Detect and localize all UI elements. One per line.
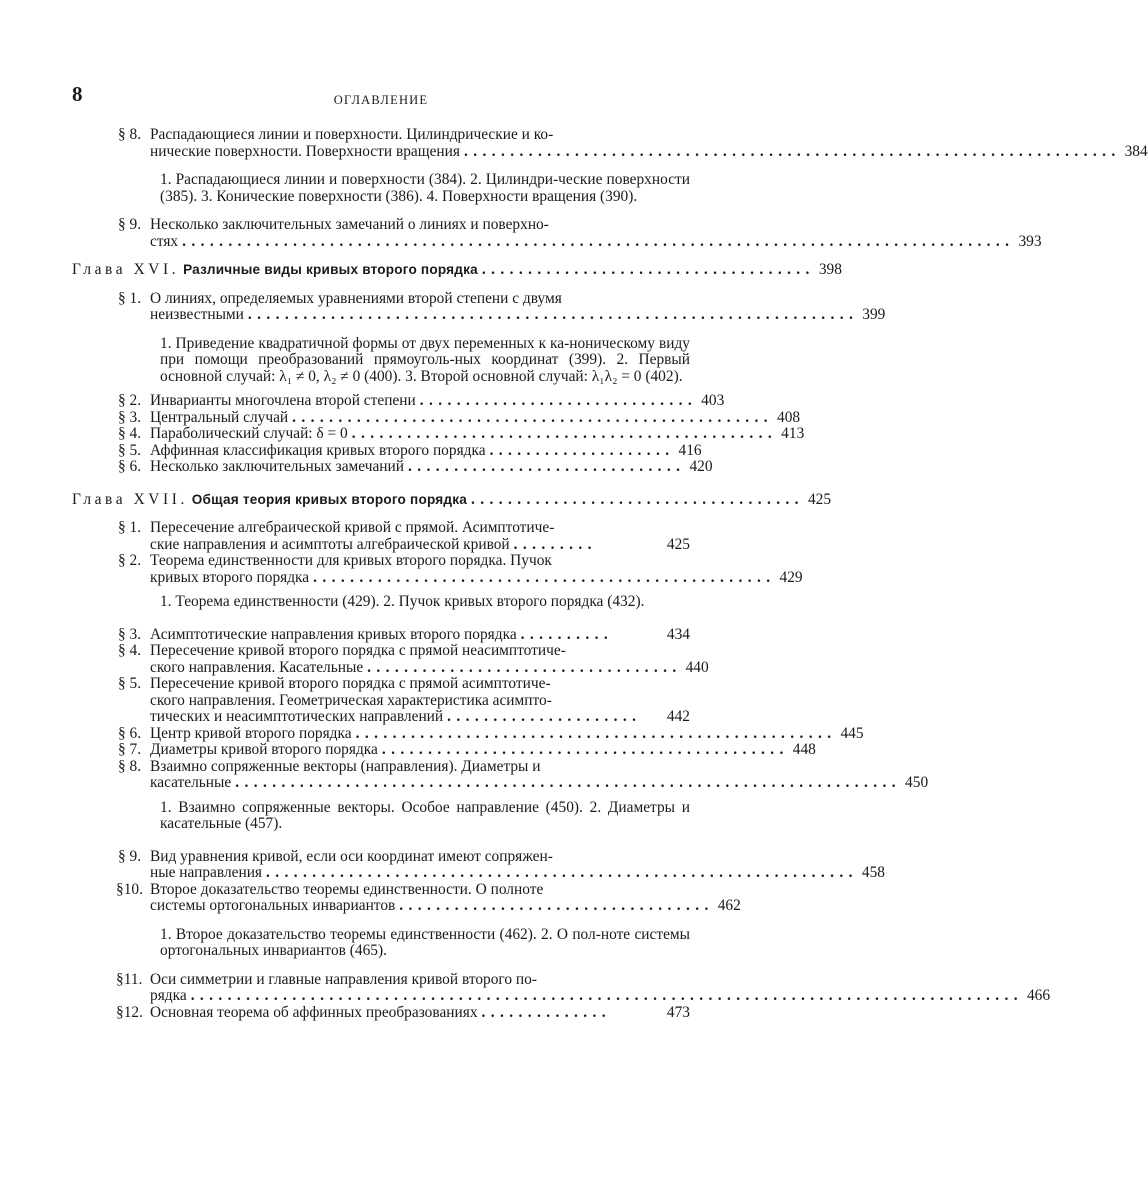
toc-entry-ch17-sec2[interactable] bbox=[72, 552, 803, 586]
leader-dots: .................................. bbox=[367, 658, 682, 676]
section-title-line: Второе доказательство теоремы единственности. О полноте bbox=[150, 880, 544, 898]
section-title: Несколько заключительных замечаний bbox=[150, 458, 404, 475]
page-ref: 450 bbox=[905, 774, 929, 791]
section-number: § 6. bbox=[118, 724, 142, 742]
section-title-line: касательные bbox=[150, 774, 232, 791]
toc-entry-ch17-sec11[interactable] bbox=[72, 970, 1051, 1005]
leader-dots: .................................................................. bbox=[247, 306, 859, 323]
section-title-line: Пересечение кривой второго порядка с прямой неасимптотиче- bbox=[150, 642, 566, 659]
page-ref: 462 bbox=[717, 897, 741, 914]
leader-dots: .................................................... bbox=[355, 724, 837, 742]
section-number: § 1. bbox=[118, 519, 142, 536]
chapter-label: Глава XVII. bbox=[72, 490, 188, 508]
toc-entry-ch16-sec1[interactable] bbox=[72, 289, 886, 324]
section-number: § 2. bbox=[118, 552, 142, 569]
section-title-line: ные направления bbox=[150, 864, 263, 881]
page-ref: 403 bbox=[701, 392, 725, 409]
section-title-line: системы ортогональных инвариантов bbox=[150, 897, 396, 914]
section-number: §10. bbox=[116, 880, 143, 898]
toc-entry-ch17-sec10[interactable] bbox=[72, 880, 741, 915]
section-number: § 8. bbox=[118, 126, 142, 143]
toc-entry-ch17-sec1[interactable] bbox=[72, 520, 690, 553]
page-ref: 384 bbox=[1124, 142, 1148, 160]
toc-entry-ch16-sec4[interactable] bbox=[72, 425, 805, 443]
toc-entry-ch17-sec5[interactable] bbox=[72, 676, 690, 726]
toc-chapter-17[interactable] bbox=[72, 490, 832, 509]
toc-entry-ch15-sec9[interactable] bbox=[72, 216, 1042, 250]
section-title: Центр кривой второго порядка bbox=[150, 724, 352, 742]
section-title-line: неизвестными bbox=[150, 306, 244, 323]
section-number: § 8. bbox=[118, 757, 142, 775]
section-number: § 1. bbox=[118, 289, 142, 307]
leader-dots: .................................................. bbox=[313, 568, 776, 586]
leader-dots: .................................... bbox=[471, 490, 804, 508]
toc-entry-ch17-sec9[interactable] bbox=[72, 847, 885, 882]
page-ref: 416 bbox=[678, 441, 702, 459]
section-title-line: нические поверхности. Поверхности вращения bbox=[150, 142, 460, 160]
leader-dots: ......... bbox=[513, 535, 597, 553]
subsection-list: 1. Теорема единственности (429). 2. Пучок кривых второго порядка (432). bbox=[160, 593, 645, 610]
toc-entry-ch15-sec8[interactable] bbox=[72, 126, 1148, 160]
section-title: Инварианты многочлена второй степени bbox=[150, 392, 416, 409]
section-number: § 5. bbox=[118, 675, 142, 692]
page-ref: 398 bbox=[818, 261, 842, 278]
page-ref: 448 bbox=[792, 741, 816, 758]
page-ref: 434 bbox=[666, 625, 690, 643]
page-ref: 425 bbox=[666, 535, 690, 553]
section-number: § 3. bbox=[118, 625, 142, 643]
section-title-line: кривых второго порядка bbox=[150, 568, 310, 586]
page-ref: 399 bbox=[862, 306, 886, 323]
chapter-label: Глава XVI. bbox=[72, 261, 180, 278]
leader-dots: .......... bbox=[520, 625, 614, 643]
section-number: § 9. bbox=[118, 216, 142, 233]
toc-entry-ch17-sec6[interactable] bbox=[72, 724, 864, 743]
page-ref: 473 bbox=[666, 1003, 690, 1021]
leader-dots: .............. bbox=[481, 1003, 611, 1021]
page-ref: 429 bbox=[779, 568, 803, 586]
section-title: Асимптотические направления кривых второго порядка bbox=[150, 625, 517, 643]
section-title-line: Пересечение алгебраической кривой с прямой. Асимптотиче- bbox=[150, 519, 555, 536]
section-number: §11. bbox=[116, 970, 143, 988]
toc-chapter-16[interactable] bbox=[72, 261, 842, 279]
section-title-line: Несколько заключительных замечаний о линиях и поверхно- bbox=[150, 216, 549, 233]
toc-entry-ch16-sec6[interactable] bbox=[72, 458, 713, 476]
section-title-line: Взаимно сопряженные векторы (направления). Диаметры и bbox=[150, 757, 541, 775]
toc-entry-ch17-sec8[interactable] bbox=[72, 757, 929, 792]
page-ref: 393 bbox=[1018, 232, 1042, 250]
leader-dots: ................................................................ bbox=[266, 864, 858, 881]
running-head: ОГЛАВЛЕНИЕ bbox=[333, 93, 429, 107]
page-ref: 420 bbox=[689, 458, 713, 475]
leader-dots: ............................................ bbox=[381, 741, 789, 758]
chapter-title: Различные виды кривых второго порядка bbox=[183, 262, 478, 277]
page-ref: 408 bbox=[777, 408, 801, 426]
section-number: § 2. bbox=[118, 392, 142, 409]
toc-entry-ch17-sec7[interactable] bbox=[72, 741, 816, 759]
page-header bbox=[72, 82, 690, 110]
subsection-list: 1. Взаимно сопряженные векторы. Особое направление (450). 2. Диаметры и касательные (457). bbox=[160, 798, 690, 832]
toc-entry-ch16-sec5[interactable] bbox=[72, 441, 702, 460]
leader-dots: .............................. bbox=[408, 458, 686, 475]
section-number: § 7. bbox=[118, 741, 142, 758]
section-title-line: О линиях, определяемых уравнениями второй степени с двумя bbox=[150, 289, 562, 307]
section-number: § 6. bbox=[118, 458, 142, 475]
chapter-title: Общая теория кривых второго порядка bbox=[191, 491, 468, 507]
leader-dots: ........................................................................ bbox=[235, 774, 902, 791]
subsection-list: 1. Распадающиеся линии и поверхности (384). 2. Цилиндри-ческие поверхности (385). 3. Конические поверхности (386). 4. Поверхности вращения (390). bbox=[160, 171, 690, 205]
toc-entry-ch17-sec3[interactable] bbox=[72, 627, 690, 644]
page-number: 8 bbox=[72, 82, 83, 106]
leader-dots: .............................................. bbox=[351, 425, 778, 442]
section-number: § 4. bbox=[118, 642, 142, 659]
section-number: § 4. bbox=[118, 425, 142, 442]
section-title-line: Распадающиеся линии и поверхности. Цилиндрические и ко- bbox=[150, 126, 554, 143]
section-title-line: Теорема единственности для кривых второго порядка. Пучок bbox=[150, 552, 552, 569]
section-title: Центральный случай bbox=[150, 408, 289, 426]
leader-dots: .................................. bbox=[399, 897, 714, 914]
leader-dots: .................................... bbox=[481, 261, 815, 278]
section-number: §12. bbox=[116, 1003, 143, 1021]
page-ref: 413 bbox=[781, 425, 805, 442]
leader-dots: .......................................................................................... bbox=[182, 232, 1015, 250]
leader-dots: .................................................... bbox=[292, 408, 774, 426]
toc-entry-ch17-sec4[interactable] bbox=[72, 642, 709, 676]
page-ref: 425 bbox=[807, 490, 832, 508]
leader-dots: ..................... bbox=[447, 708, 642, 725]
table-of-contents bbox=[72, 126, 1148, 1021]
section-number: § 9. bbox=[118, 847, 142, 865]
section-number: § 3. bbox=[118, 408, 142, 426]
section-number: § 5. bbox=[118, 441, 142, 459]
toc-entry-ch17-sec12[interactable] bbox=[72, 1005, 690, 1022]
section-title-line: ские направления и асимптоты алгебраической кривой bbox=[150, 535, 510, 553]
subsection-list: 1. Приведение квадратичной формы от двух переменных к ка-ноническому виду при помощи преобразований прямоуголь-ных координат (399). 2. Первый основной случай: λ₁ ≠ 0, λ₂ ≠ 0 (400). 3. Второй основной случай: λ₁λ₂ = 0 (402). bbox=[160, 334, 690, 385]
leader-dots: ....................................................................... bbox=[463, 142, 1121, 160]
section-title-line: стях bbox=[150, 232, 179, 250]
section-title-line: тических и неасимптотических направлений bbox=[150, 708, 444, 725]
section-title: Параболический случай: δ = 0 bbox=[150, 425, 348, 442]
toc-entry-ch16-sec2[interactable] bbox=[72, 392, 725, 410]
leader-dots: .......................................................................................... bbox=[190, 987, 1023, 1004]
section-title-line: Оси симметрии и главные направления кривой второго по- bbox=[150, 970, 537, 988]
section-title-line: Вид уравнения кривой, если оси координат имеют сопряжен- bbox=[150, 847, 553, 865]
subsection-list: 1. Второе доказательство теоремы единственности (462). 2. О пол-ноте системы ортогональных инвариантов (465). bbox=[160, 925, 690, 959]
leader-dots: .............................. bbox=[419, 392, 698, 409]
section-title-line: ского направления. Геометрическая характеристика асимпто- bbox=[150, 691, 552, 709]
section-title-line: Пересечение кривой второго порядка с прямой асимптотиче- bbox=[150, 675, 551, 692]
section-title-line: рядка bbox=[150, 987, 187, 1004]
section-title: Основная теорема об аффинных преобразованиях bbox=[150, 1003, 478, 1021]
page-ref: 458 bbox=[861, 864, 885, 881]
page-ref: 440 bbox=[685, 658, 709, 676]
leader-dots: .................... bbox=[489, 441, 675, 459]
page-ref: 466 bbox=[1026, 987, 1051, 1004]
section-title: Диаметры кривой второго порядка bbox=[150, 741, 378, 758]
page-ref: 442 bbox=[666, 708, 690, 725]
page-ref: 445 bbox=[840, 724, 864, 742]
toc-entry-ch16-sec3[interactable] bbox=[72, 408, 801, 427]
section-title: Аффинная классификация кривых второго порядка bbox=[150, 441, 486, 459]
section-title-line: ского направления. Касательные bbox=[150, 658, 364, 676]
